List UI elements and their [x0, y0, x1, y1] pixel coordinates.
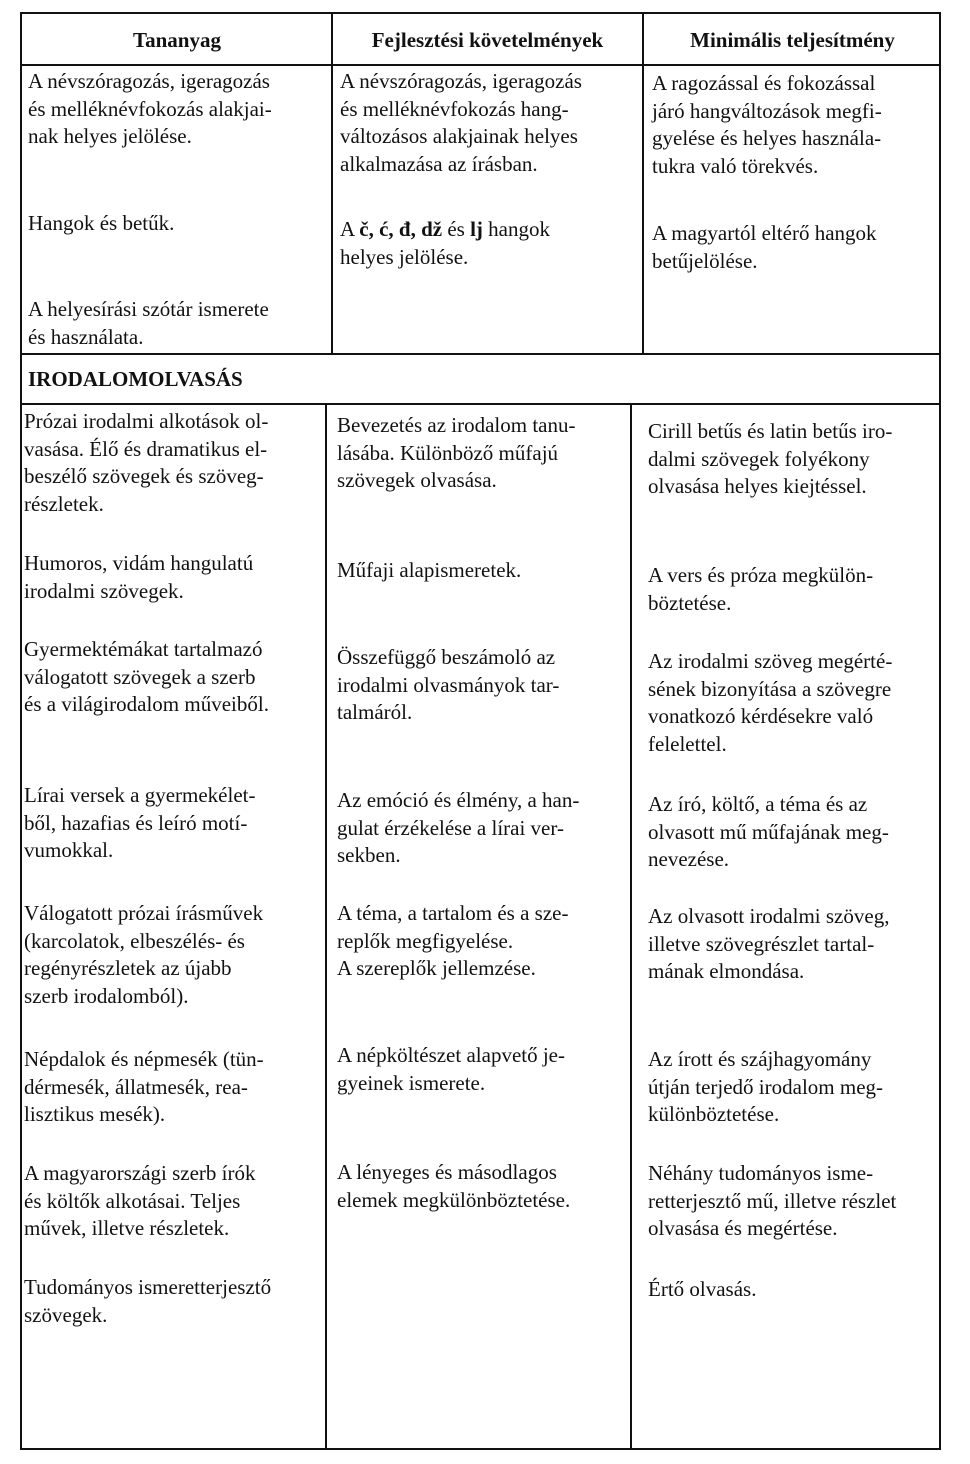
section-heading: IRODALOMOLVASÁS [28, 367, 243, 391]
column-header-fejlesztesi: Fejlesztési követelmények [371, 27, 604, 52]
table-cell: Az irodalmi szöveg megérté- sének bizonyítása a szövegre vonatkozó kérdésekre való felelettel. [648, 649, 893, 756]
table-cell: A névszóragozás, igeragozás és melléknévfokozás alakjai- nak helyes jelölése. [28, 69, 272, 148]
table-cell: A téma, a tartalom és a sze- replők megfigyelése. A szereplők jellemzése. [337, 901, 569, 980]
column-header-minimalis: Minimális teljesítmény [690, 27, 895, 52]
table-cell: A magyarországi szerb írók és költők alkotásai. Teljes művek, illetve részletek. [24, 1161, 256, 1240]
table-cell: Prózai irodalmi alkotások ol- vasása. Élő és dramatikus el- beszélő szövegek és szöveg- részletek. [24, 409, 269, 516]
bold-letters: č, ć, đ, dž [359, 217, 443, 241]
table-cell: Az írott és szájhagyomány útján terjedő irodalom meg- különböztetése. [648, 1047, 884, 1126]
section-rule-top [20, 353, 941, 355]
table-cell: Válogatott prózai írásművek (karcolatok, elbeszélés- és regényrészletek az újabb szerb irodalomból). [24, 901, 264, 1008]
table-cell: Néhány tudományos isme- retterjesztő mű, illetve részlet olvasása és megértése. [648, 1161, 897, 1240]
table-cell: A č, ć, đ, dž és lj hangok helyes jelölése. [340, 217, 550, 269]
table-cell: A névszóragozás, igeragozás és melléknévfokozás hang- változásos alakjainak helyes alkalmazása az írásban. [340, 69, 582, 176]
table-cell: A helyesírási szótár ismerete és használata. [28, 297, 269, 349]
section-rule-bottom [20, 403, 941, 405]
table-cell: Értő olvasás. [648, 1277, 757, 1301]
table-cell: A népköltészet alapvető je- gyeinek ismerete. [337, 1043, 565, 1095]
column-divider-2-lower [630, 403, 632, 1450]
table-cell: Összefüggő beszámoló az irodalmi olvasmányok tar- talmáról. [337, 645, 560, 724]
column-header-tananyag: Tananyag [133, 27, 221, 52]
table-cell: A vers és próza megkülön- böztetése. [648, 563, 874, 615]
table-cell: Az emóció és élmény, a han- gulat érzékelése a lírai ver- sekben. [337, 788, 580, 867]
table-cell: Az író, költő, a téma és az olvasott mű műfajának meg- nevezése. [648, 792, 889, 871]
table-cell: Műfaji alapismeretek. [337, 558, 522, 582]
table-cell: Népdalok és népmesék (tün- dérmesék, állatmesék, rea- lisztikus mesék). [24, 1047, 264, 1126]
table-cell: Az olvasott irodalmi szöveg, illetve szövegrészlet tartal- mának elmondása. [648, 904, 890, 983]
table-cell: Lírai versek a gyermekélet- ből, hazafias és leíró motí- vumokkal. [24, 783, 256, 862]
table-cell: A lényeges és másodlagos elemek megkülönböztetése. [337, 1160, 571, 1212]
table-cell: Bevezetés az irodalom tanu- lásába. Különböző műfajú szövegek olvasása. [337, 413, 576, 492]
table-cell: Tudományos ismeretterjesztő szövegek. [24, 1275, 272, 1327]
table-cell: A ragozással és fokozással járó hangváltozások megfi- gyelése és helyes használa- tukra való törekvés. [652, 71, 882, 178]
bold-letters: lj [470, 217, 483, 241]
table-cell: A magyartól eltérő hangok betűjelölése. [652, 221, 877, 273]
table-cell: Gyermektémákat tartalmazó válogatott szövegek a szerb és a világirodalom műveiből. [24, 637, 269, 716]
table-cell: Humoros, vidám hangulatú irodalmi szövegek. [24, 551, 254, 603]
table-cell: Cirill betűs és latin betűs iro- dalmi szövegek folyékony olvasása helyes kiejtéssel. [648, 419, 893, 498]
table-cell: Hangok és betűk. [28, 211, 175, 235]
column-divider-1-lower [325, 403, 327, 1450]
